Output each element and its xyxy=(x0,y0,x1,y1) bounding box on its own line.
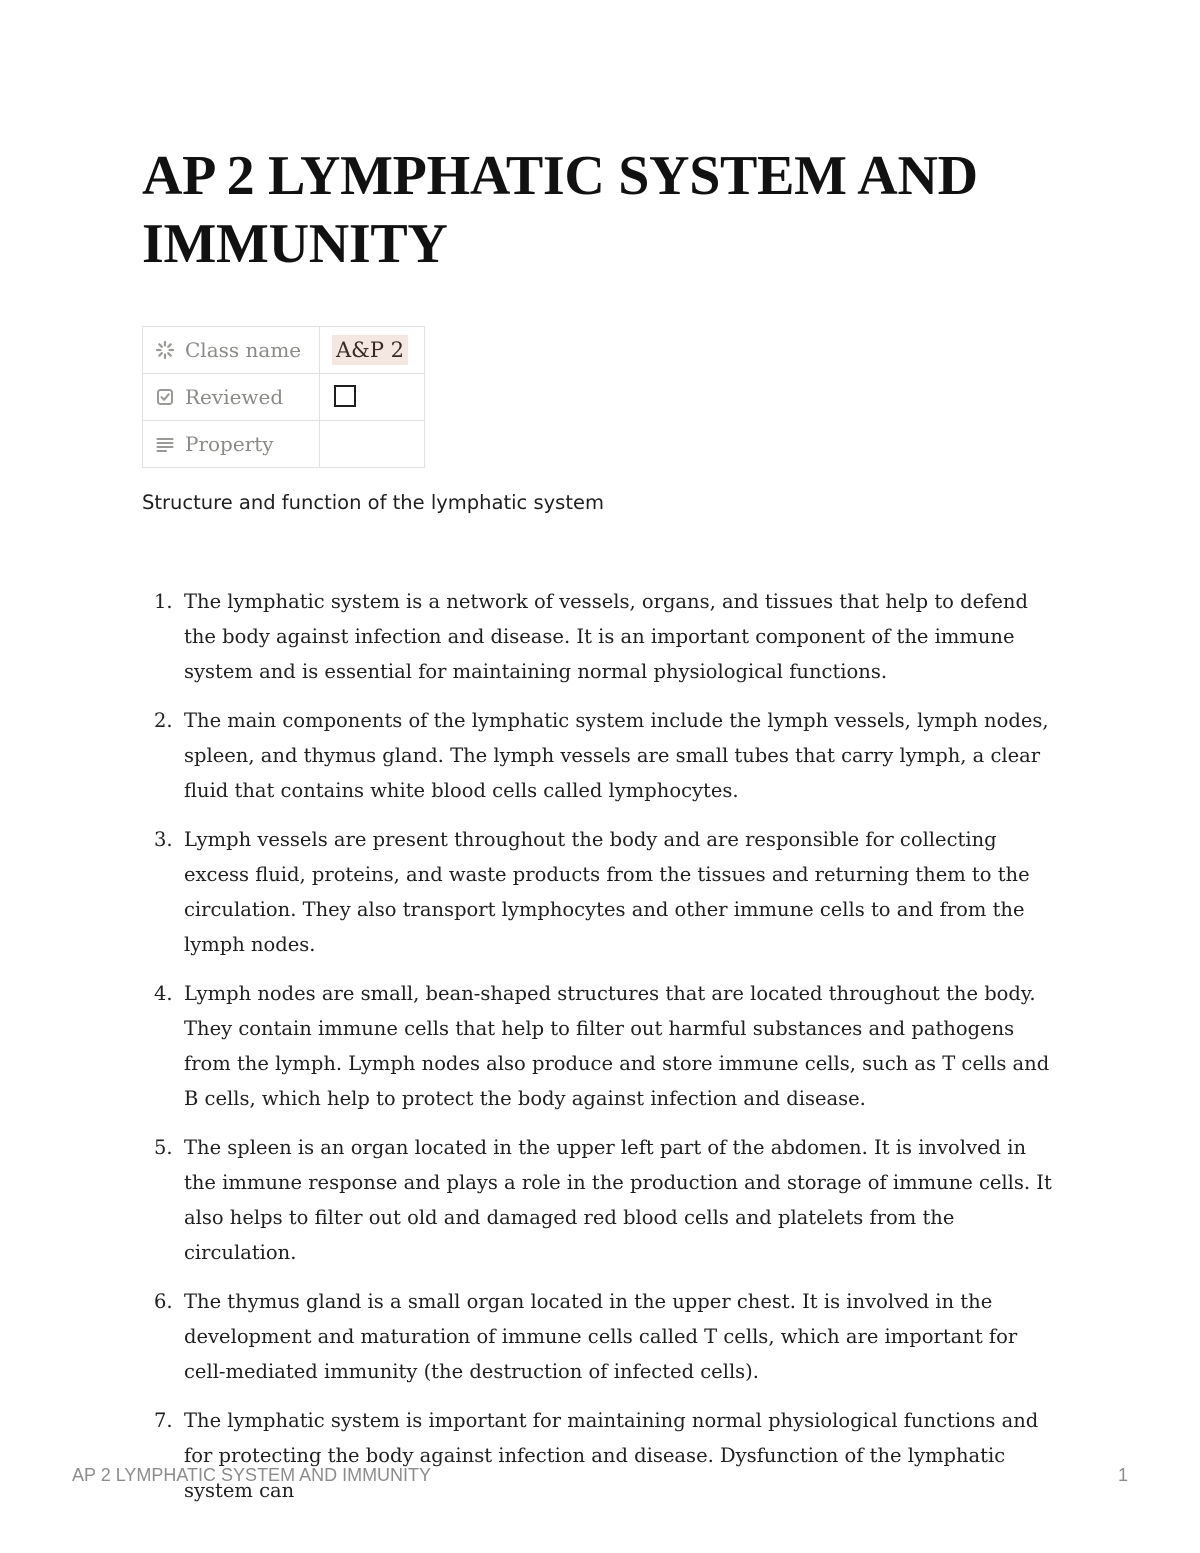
list-item-text: The thymus gland is a small organ located in the upper chest. It is involved in the development and maturation of immune cells called T cells, which are important for cell-mediated immunity (the destruction of infected cells). xyxy=(184,1290,1018,1383)
property-key-reviewed[interactable] xyxy=(143,374,320,421)
class-name-tag[interactable]: A&P 2 xyxy=(332,335,408,365)
text-lines-icon xyxy=(155,434,175,454)
page-number: 1 xyxy=(1117,1465,1128,1485)
list-item-number: 6. xyxy=(154,1290,173,1313)
list-item xyxy=(142,1130,1062,1270)
list-item-number: 3. xyxy=(154,828,173,851)
property-row-reviewed xyxy=(143,374,425,421)
list-item-number: 7. xyxy=(154,1409,173,1432)
list-item xyxy=(142,822,1062,962)
list-item-number: 4. xyxy=(154,982,173,1005)
page-footer xyxy=(72,1465,1128,1489)
property-row-class-name xyxy=(143,327,425,374)
list-item-number: 1. xyxy=(154,590,173,613)
property-value-class-name[interactable] xyxy=(320,327,425,374)
list-item-text: Lymph vessels are present throughout the body and are responsible for collecting excess fluid, proteins, and waste products from the tissues and returning them to the circulation. They also transport lymphocytes and other immune cells to and from the lymph nodes. xyxy=(184,828,1030,956)
list-item-text: The main components of the lymphatic system include the lymph vessels, lymph nodes, spleen, and thymus gland. The lymph vessels are small tubes that carry lymph, a clear fluid that contains white blood cells called lymphocytes. xyxy=(184,709,1049,802)
list-item-text: The lymphatic system is a network of vessels, organs, and tissues that help to defend the body against infection and disease. It is an important component of the immune system and is essential for maintaining normal physiological functions. xyxy=(184,590,1028,683)
property-row-property xyxy=(143,421,425,468)
property-value-reviewed[interactable] xyxy=(320,374,425,421)
list-item-text: The spleen is an organ located in the upper left part of the abdomen. It is involved in the immune response and plays a role in the production and storage of immune cells. It also helps to filter out old and damaged red blood cells and platelets from the circulation. xyxy=(184,1136,1052,1264)
list-item-number: 5. xyxy=(154,1136,173,1159)
property-key-property[interactable] xyxy=(143,421,320,468)
reviewed-checkbox[interactable] xyxy=(334,385,356,407)
list-item xyxy=(142,703,1062,808)
list-item xyxy=(142,1284,1062,1389)
property-key-label: Reviewed xyxy=(185,385,284,409)
property-value-property[interactable] xyxy=(320,421,425,468)
list-item-text: Lymph nodes are small, bean-shaped structures that are located throughout the body. They contain immune cells that help to filter out harmful substances and pathogens from the lymph. Lymph nodes also produce and store immune cells, such as T cells and B cells, which help to protect the body against infection and disease. xyxy=(184,982,1050,1110)
list-item xyxy=(142,584,1062,689)
numbered-list xyxy=(142,584,1062,1522)
section-heading: Structure and function of the lymphatic system xyxy=(142,491,604,514)
checkbox-icon xyxy=(155,387,175,407)
page-title: AP 2 LYMPHATIC SYSTEM AND IMMUNITY xyxy=(142,145,978,275)
footer-title: AP 2 LYMPHATIC SYSTEM AND IMMUNITY xyxy=(72,1465,432,1485)
property-key-label: Class name xyxy=(185,338,302,362)
property-key-label: Property xyxy=(185,432,274,456)
properties-table xyxy=(142,326,425,468)
list-item xyxy=(142,1403,1062,1508)
list-item-number: 2. xyxy=(154,709,173,732)
property-key-class-name[interactable] xyxy=(143,327,320,374)
list-item xyxy=(142,976,1062,1116)
list-item-text: The lymphatic system is important for maintaining normal physiological functions and for protecting the body against infection and disease. Dysfunction of the lymphatic system can xyxy=(184,1409,1039,1502)
loading-spinner-icon xyxy=(155,340,175,360)
